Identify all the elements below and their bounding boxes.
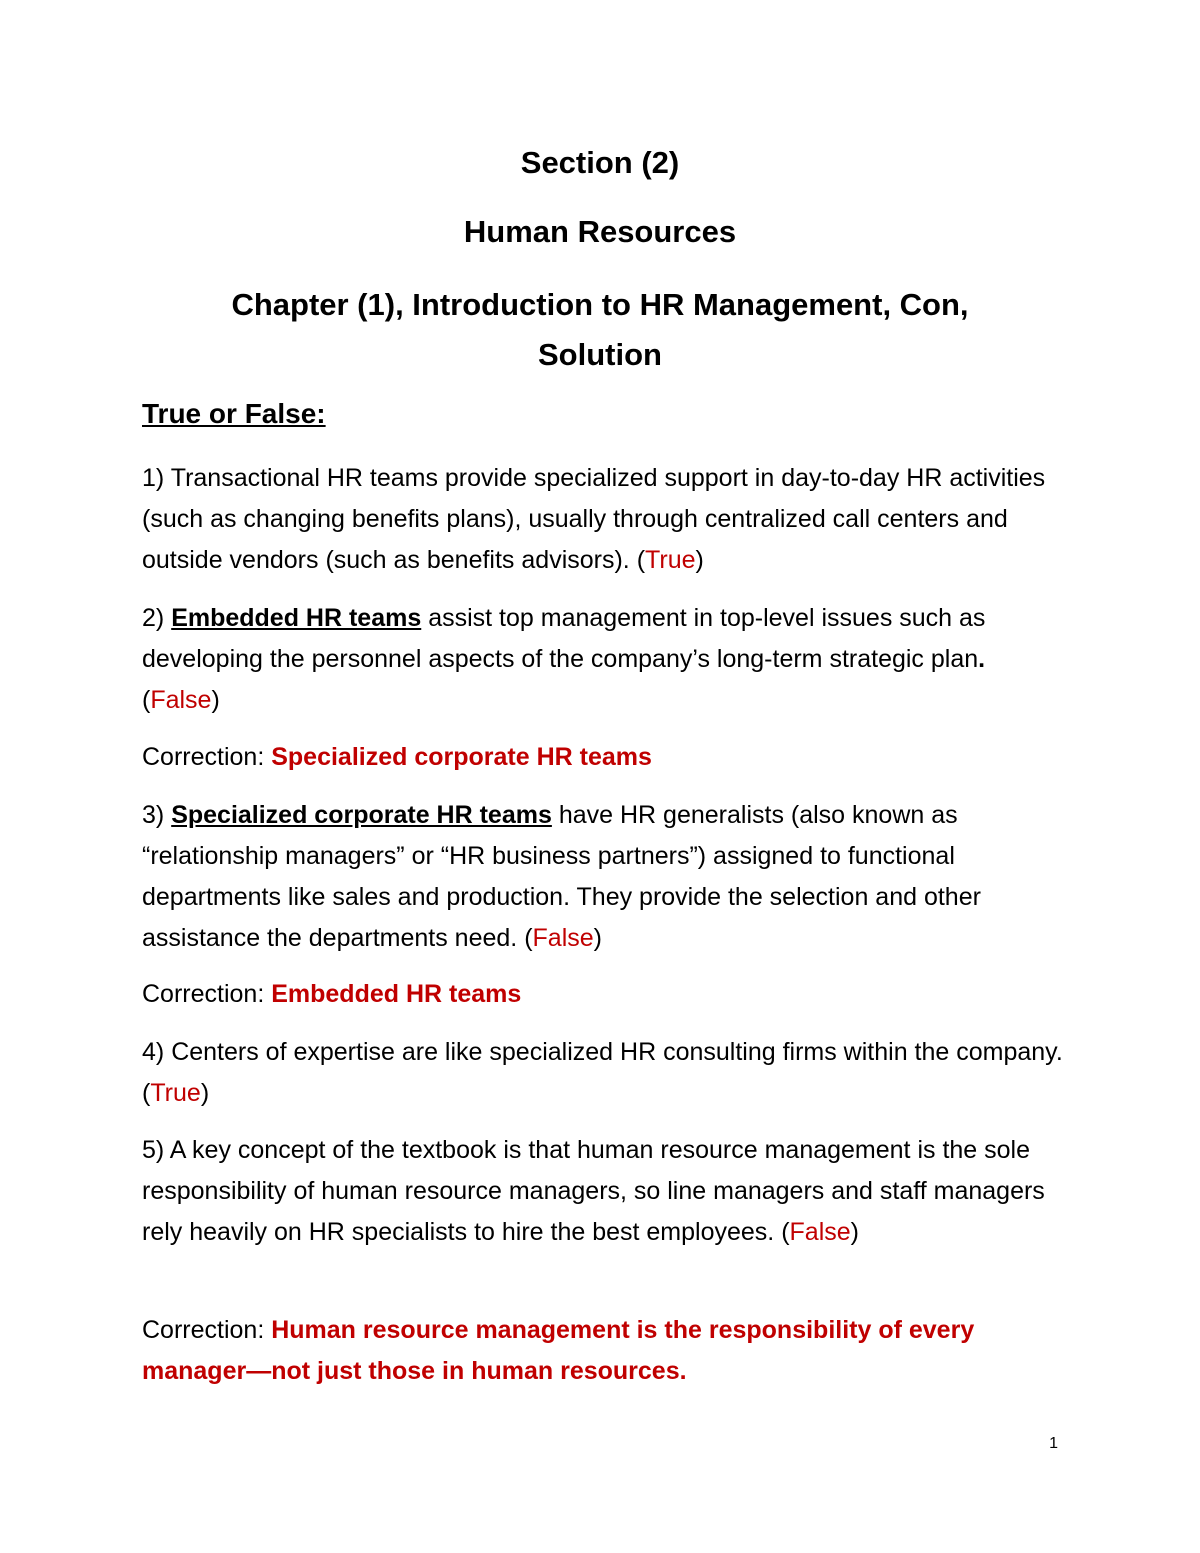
correction-label: Correction: [142,1316,272,1344]
answer-false: False [532,924,594,952]
correction-label: Correction: [142,743,272,771]
answer-false: False [789,1218,851,1246]
correction-text: Specialized corporate HR teams [271,743,652,771]
chapter-title [0,280,1200,380]
answer-true: True [150,1079,201,1107]
subject-title: Human Resources [463,214,737,249]
question-1: 1) Transactional HR teams provide specialized support in day-to-day HR activities (such as changing benefits plans), usually through centralized call centers and outside vendors (such as benefits advisors). (True) [142,464,1046,574]
question-text: Transactional HR teams provide specialized support in day-to-day HR activities (such as changing benefits plans), usually through centralized call centers and outside vendors (such as benefits advisors). [142,464,1046,574]
question-4: 4) Centers of expertise are like specialized HR consulting firms within the company. (True) [142,1038,1063,1107]
question-number: 2) [142,604,172,632]
correction-5 [142,1310,1067,1392]
question-text: Centers of expertise are like specialized HR consulting firms within the company. [171,1038,1063,1066]
question-2: 2) Embedded HR teams assist top management in top-level issues such as developing the personnel aspects of the company’s long-term strategic plan. (False) [142,604,986,714]
question-5: 5) A key concept of the textbook is that human resource management is the sole responsibility of human resource managers, so line managers and staff managers rely heavily on HR specialists to hire the best employees. (False) [142,1136,1045,1246]
question-term: Embedded HR teams [171,604,422,632]
answer-true: True [645,546,696,574]
answer-false: False [150,686,212,714]
correction-3 [142,974,1067,1015]
question-text: have HR generalists (also known as “relationship managers” or “HR business partners”) assigned to functional departments like sales and production. They provide the selection and other assistance the departments need. [142,801,981,952]
true-false-heading: True or False: [142,398,326,429]
chapter-title-line2: Solution [538,337,662,372]
question-text: A key concept of the textbook is that human resource management is the sole responsibility of human resource managers, so line managers and staff managers rely heavily on HR specialists to hire the best employees. [142,1136,1045,1246]
question-number: 1) [142,464,171,492]
chapter-title-line1: Chapter (1), Introduction to HR Management, Con, [231,287,969,322]
page-number: 1 [1049,1435,1058,1452]
correction-text: Human resource management is the responsibility of every manager—not just those in human resources. [142,1316,975,1385]
question-number: 4) [142,1038,172,1066]
question-3: 3) Specialized corporate HR teams have HR generalists (also known as “relationship managers” or “HR business partners”) assigned to functional departments like sales and production. They provide the selection and other assistance the departments need. (False) [142,801,981,952]
question-period: . [978,645,986,673]
correction-2 [142,737,1067,778]
correction-text: Embedded HR teams [271,980,522,1008]
question-number: 5) [142,1136,170,1164]
section-title: Section (2) [520,145,680,180]
question-term: Specialized corporate HR teams [171,801,552,829]
question-text: assist top management in top-level issues such as developing the personnel aspects of the company’s long-term strategic plan [142,604,986,673]
question-number: 3) [142,801,172,829]
correction-label: Correction: [142,980,272,1008]
